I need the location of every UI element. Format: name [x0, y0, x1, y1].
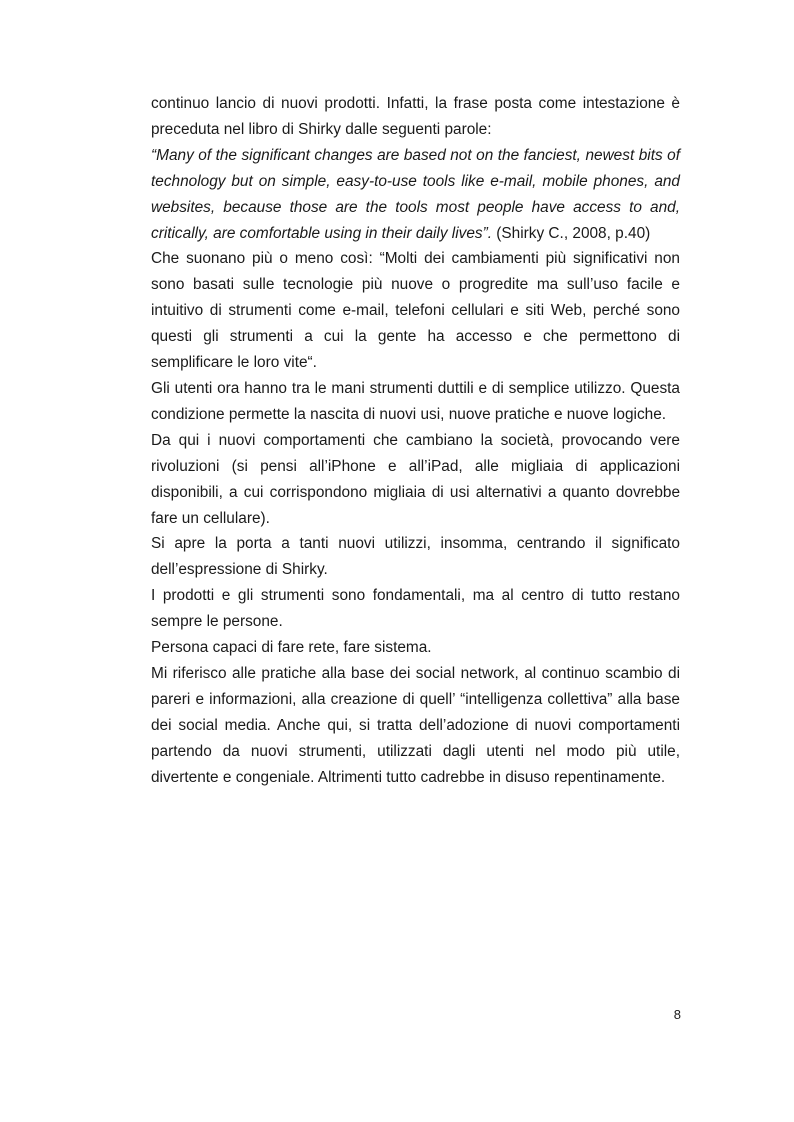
quote-citation: (Shirky C., 2008, p.40): [492, 224, 651, 242]
paragraph-translation: Che suonano più o meno così: “Molti dei cambiamenti più significativi non sono basati sulle tecnologie più nuove o progredite ma sull’uso facile e intuitivo di strumenti come e-mail, telefoni cellulari e siti Web, perché sono questi gli strumenti a cui la gente ha accesso e che permettono di semplificare le loro vite“.: [151, 250, 680, 372]
paragraph-people: I prodotti e gli strumenti sono fondamentali, ma al centro di tutto restano sempre le persone.: [151, 587, 680, 631]
paragraph-behaviors: Da qui i nuovi comportamenti che cambiano la società, provocando vere rivoluzioni (si pensi all’iPhone e all’iPad, alle migliaia di applicazioni disponibili, a cui corrispondono migliaia di usi alternativi a quanto dovrebbe fare un cellulare).: [151, 431, 680, 527]
shirky-quote: “Many of the significant changes are based not on the fanciest, newest bits of technology but on simple, easy-to-use tools like e-mail, mobile phones, and websites, because those are the tools most people have access to and, critically, are comfortable using in their daily lives”.: [151, 146, 680, 242]
body-text: [151, 91, 680, 790]
paragraph-users: Gli utenti ora hanno tra le mani strumenti duttili e di semplice utilizzo. Questa condizione permette la nascita di nuovi usi, nuove pratiche e nuove logiche.: [151, 379, 680, 423]
paragraph-social: Mi riferisco alle pratiche alla base dei social network, al continuo scambio di pareri e informazioni, alla creazione di quell’ “intelligenza collettiva” alla base dei social media. Anche qui, si tratta dell’adozione di nuovi comportamenti partendo da nuovi strumenti, utilizzati dagli utenti nel modo più utile, divertente e congeniale. Altrimenti tutto cadrebbe in disuso repentinamente.: [151, 664, 680, 786]
page-number: 8: [673, 1007, 681, 1022]
paragraph-quote: [151, 143, 680, 247]
paragraph-intro: continuo lancio di nuovi prodotti. Infatti, la frase posta come intestazione è preceduta nel libro di Shirky dalle seguenti parole:: [151, 95, 680, 138]
paragraph-new-uses: Si apre la porta a tanti nuovi utilizzi, insomma, centrando il significato dell’espressione di Shirky.: [151, 535, 680, 579]
paragraph-network: Persona capaci di fare rete, fare sistema.: [151, 639, 432, 657]
